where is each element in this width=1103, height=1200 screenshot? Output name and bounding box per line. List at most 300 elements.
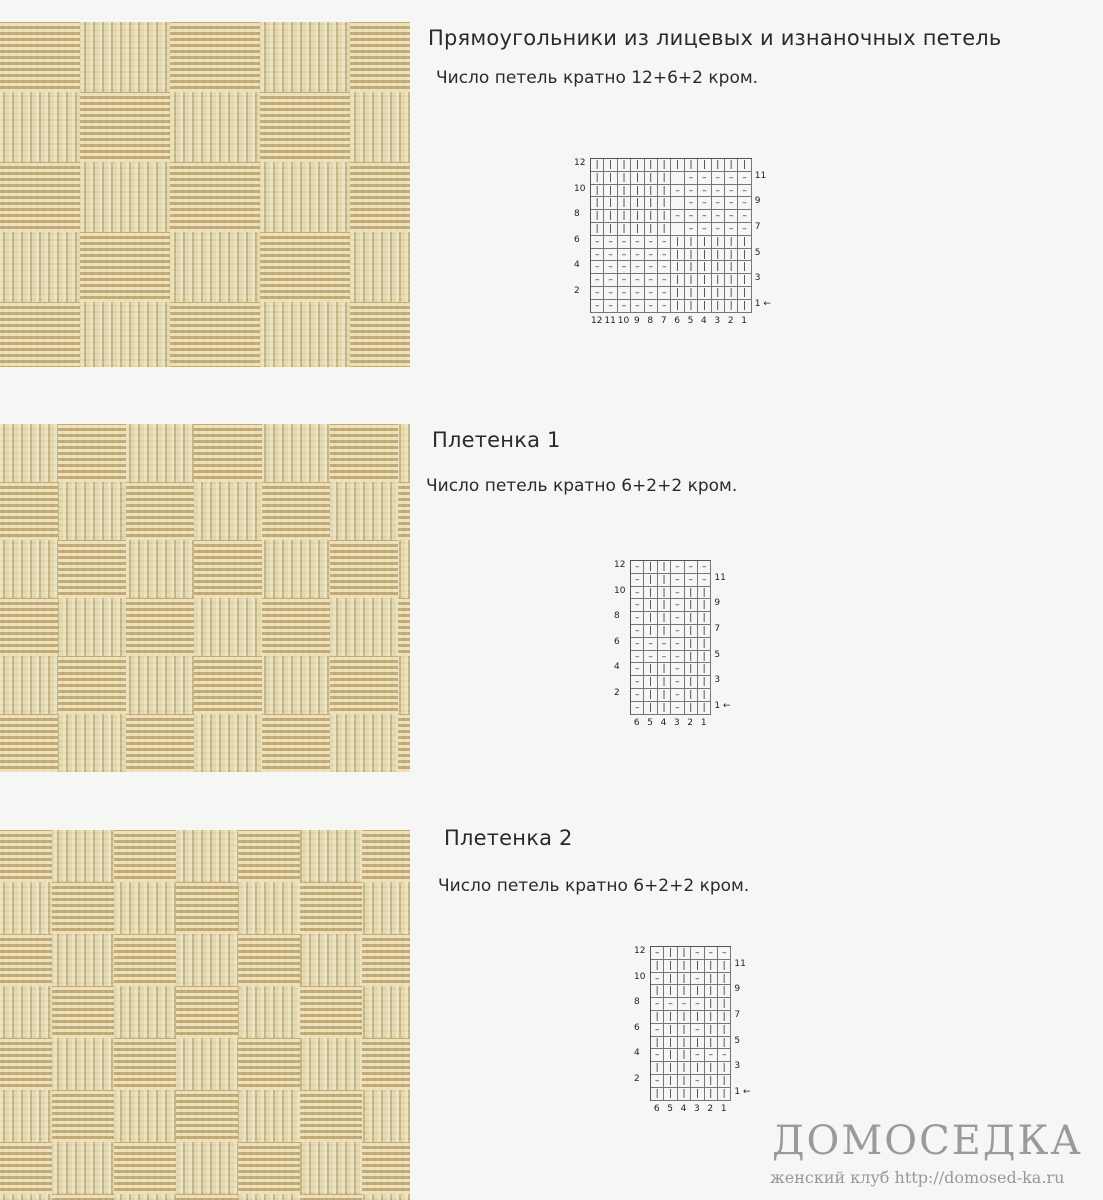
chart-cell: | bbox=[644, 599, 657, 612]
chart-row-label: 11 bbox=[714, 572, 726, 583]
chart-cell: | bbox=[618, 172, 631, 185]
chart-cell: | bbox=[691, 1037, 704, 1050]
chart-cell: – bbox=[698, 223, 711, 236]
chart-cell: | bbox=[705, 985, 718, 998]
knit-texture-block bbox=[176, 1090, 238, 1142]
chart-cell: | bbox=[698, 599, 711, 612]
chart-row-label: 12 bbox=[634, 946, 646, 956]
chart-row-label: 8 bbox=[614, 611, 620, 622]
chart-cell: | bbox=[691, 960, 704, 973]
section-1-subtitle: Число петель кратно 12+6+2 кром. bbox=[436, 68, 759, 88]
chart-cell: | bbox=[698, 612, 711, 625]
knit-texture-block bbox=[80, 232, 170, 302]
chart-row-label: 9 bbox=[714, 598, 721, 609]
chart-cell: | bbox=[738, 236, 751, 249]
chart-cell: | bbox=[671, 300, 684, 313]
chart-cell: | bbox=[631, 185, 644, 198]
chart-row-label: 4 bbox=[614, 662, 620, 673]
chart-grid bbox=[590, 158, 752, 313]
knit-texture-block bbox=[300, 882, 362, 934]
chart-cell: – bbox=[705, 947, 718, 960]
knit-texture-block bbox=[260, 92, 350, 162]
chart-col-label: 5 bbox=[667, 1103, 673, 1114]
chart-cell: – bbox=[645, 274, 658, 287]
chart-cell: | bbox=[658, 676, 671, 689]
chart-col-label: 6 bbox=[674, 315, 680, 326]
chart-cell: | bbox=[664, 1037, 677, 1050]
chart-cell: | bbox=[658, 159, 671, 172]
chart-cell: | bbox=[604, 210, 617, 223]
chart-cell: | bbox=[591, 172, 604, 185]
chart-cell: | bbox=[712, 159, 725, 172]
chart-row-label: 1 ← bbox=[734, 1086, 751, 1097]
chart-cell: | bbox=[591, 223, 604, 236]
section-2-subtitle: Число петель кратно 6+2+2 кром. bbox=[426, 476, 738, 496]
chart-cell: | bbox=[698, 651, 711, 664]
chart-cell: | bbox=[698, 625, 711, 638]
chart-row-label: 3 bbox=[754, 273, 761, 284]
chart-cell: | bbox=[644, 663, 657, 676]
chart-cell: | bbox=[685, 599, 698, 612]
chart-cell: | bbox=[658, 612, 671, 625]
chart-cell: | bbox=[685, 236, 698, 249]
chart-cell: | bbox=[604, 185, 617, 198]
chart-cell: – bbox=[685, 197, 698, 210]
knit-texture-block bbox=[52, 986, 114, 1038]
chart-cell: – bbox=[685, 210, 698, 223]
chart-cell: – bbox=[631, 625, 644, 638]
chart-col-label: 10 bbox=[617, 315, 630, 326]
chart-cell: – bbox=[725, 172, 738, 185]
chart-cell: | bbox=[705, 1037, 718, 1050]
chart-cell: | bbox=[718, 985, 731, 998]
chart-cell: | bbox=[631, 197, 644, 210]
chart-cell: – bbox=[618, 274, 631, 287]
chart-cell: – bbox=[651, 998, 664, 1011]
chart-cell: | bbox=[645, 172, 658, 185]
chart-cell: | bbox=[718, 1024, 731, 1037]
chart-cell: – bbox=[658, 274, 671, 287]
chart-col-label: 8 bbox=[647, 315, 654, 326]
chart-row-label: 12 bbox=[574, 158, 586, 168]
chart-cell: – bbox=[631, 599, 644, 612]
chart-cell: – bbox=[671, 625, 684, 638]
chart-cell: | bbox=[718, 1088, 731, 1101]
chart-cell: – bbox=[631, 300, 644, 313]
chart-row-label: 7 bbox=[734, 1010, 741, 1020]
chart-cell: | bbox=[718, 973, 731, 986]
chart-cell: | bbox=[658, 185, 671, 198]
knit-texture-block bbox=[330, 540, 398, 598]
chart-col-label: 3 bbox=[714, 315, 721, 326]
chart-row-label: 10 bbox=[614, 585, 626, 596]
stitch-chart-3 bbox=[620, 942, 780, 1132]
knit-sample-photo-3 bbox=[0, 830, 410, 1200]
chart-cell: | bbox=[725, 236, 738, 249]
chart-cell: | bbox=[718, 1062, 731, 1075]
chart-col-label: 4 bbox=[701, 315, 707, 326]
chart-col-label: 4 bbox=[680, 1103, 687, 1114]
chart-row-label: 8 bbox=[574, 209, 580, 220]
chart-cell: | bbox=[698, 676, 711, 689]
chart-cell: – bbox=[658, 300, 671, 313]
chart-cell: | bbox=[631, 223, 644, 236]
knit-texture-block bbox=[176, 986, 238, 1038]
chart-cell: | bbox=[725, 159, 738, 172]
chart-cell: – bbox=[618, 261, 631, 274]
chart-cell: – bbox=[631, 612, 644, 625]
chart-cell: | bbox=[664, 960, 677, 973]
chart-cell: – bbox=[604, 261, 617, 274]
chart-cell: | bbox=[658, 599, 671, 612]
chart-cell: | bbox=[618, 159, 631, 172]
chart-cell: | bbox=[671, 274, 684, 287]
chart-cell: | bbox=[651, 985, 664, 998]
chart-cell: | bbox=[671, 249, 684, 262]
knit-texture-block bbox=[170, 302, 260, 367]
chart-col-label: 6 bbox=[633, 717, 640, 728]
chart-cell: – bbox=[712, 172, 725, 185]
chart-cell: | bbox=[698, 249, 711, 262]
chart-cell: – bbox=[671, 574, 684, 587]
knit-texture-block bbox=[114, 934, 176, 986]
chart-cell: – bbox=[591, 261, 604, 274]
chart-cell: | bbox=[691, 1011, 704, 1024]
chart-cell: – bbox=[725, 197, 738, 210]
chart-cell: – bbox=[698, 210, 711, 223]
chart-col-label: 5 bbox=[687, 315, 694, 326]
chart-cell: | bbox=[658, 172, 671, 185]
chart-cell: | bbox=[685, 249, 698, 262]
chart-cell: | bbox=[691, 1062, 704, 1075]
chart-cell: – bbox=[651, 947, 664, 960]
knit-texture-block bbox=[58, 540, 126, 598]
chart-cell: – bbox=[631, 287, 644, 300]
chart-cell: | bbox=[685, 676, 698, 689]
chart-cell: – bbox=[671, 599, 684, 612]
chart-col-label: 2 bbox=[727, 315, 734, 326]
chart-row-label: 12 bbox=[614, 560, 626, 570]
knit-texture-block bbox=[330, 656, 398, 714]
chart-cell: | bbox=[678, 947, 691, 960]
chart-cell: | bbox=[604, 197, 617, 210]
chart-cell: | bbox=[738, 261, 751, 274]
chart-cell: | bbox=[718, 1011, 731, 1024]
chart-cell: | bbox=[671, 261, 684, 274]
chart-cell: | bbox=[705, 973, 718, 986]
chart-cell: – bbox=[671, 676, 684, 689]
chart-cell: | bbox=[738, 159, 751, 172]
chart-cell: – bbox=[631, 702, 644, 715]
chart-col-label: 9 bbox=[634, 315, 640, 326]
knit-texture-block bbox=[126, 598, 194, 656]
chart-cell: – bbox=[718, 1049, 731, 1062]
chart-cell: – bbox=[631, 274, 644, 287]
chart-cell: | bbox=[678, 1024, 691, 1037]
chart-cell: | bbox=[651, 1037, 664, 1050]
knit-texture-block bbox=[398, 482, 410, 540]
knit-texture-block bbox=[362, 934, 410, 986]
chart-cell: | bbox=[698, 287, 711, 300]
chart-cell: – bbox=[691, 1049, 704, 1062]
chart-cell: | bbox=[698, 274, 711, 287]
knit-texture-block bbox=[238, 1142, 300, 1194]
chart-cell: – bbox=[644, 638, 657, 651]
chart-cell: | bbox=[685, 300, 698, 313]
knit-texture-block bbox=[238, 934, 300, 986]
chart-cell: | bbox=[712, 287, 725, 300]
chart-cell: | bbox=[658, 663, 671, 676]
chart-cell: | bbox=[705, 1075, 718, 1088]
chart-cell: | bbox=[644, 625, 657, 638]
chart-row-label: 1 ← bbox=[714, 700, 731, 711]
chart-cell: | bbox=[645, 185, 658, 198]
chart-cell: | bbox=[664, 985, 677, 998]
chart-cell: – bbox=[631, 587, 644, 600]
chart-cell: | bbox=[718, 1075, 731, 1088]
knit-texture-block bbox=[52, 1090, 114, 1142]
chart-cell: | bbox=[604, 172, 617, 185]
chart-cell: – bbox=[631, 561, 644, 574]
chart-cell: – bbox=[698, 574, 711, 587]
chart-cell: | bbox=[618, 197, 631, 210]
chart-cell: | bbox=[671, 236, 684, 249]
chart-cell: | bbox=[651, 1088, 664, 1101]
chart-cell: | bbox=[664, 947, 677, 960]
knit-texture-block bbox=[362, 1038, 410, 1090]
knit-texture-block bbox=[0, 598, 58, 656]
chart-cell: – bbox=[631, 663, 644, 676]
chart-cell: – bbox=[591, 274, 604, 287]
chart-cell: | bbox=[698, 261, 711, 274]
section-2-title: Плетенка 1 bbox=[432, 428, 561, 452]
knit-texture-block bbox=[0, 1142, 52, 1194]
chart-cell: | bbox=[738, 249, 751, 262]
chart-cell: | bbox=[591, 159, 604, 172]
chart-cell: | bbox=[658, 702, 671, 715]
chart-cell: | bbox=[644, 676, 657, 689]
knit-texture-block bbox=[350, 162, 410, 232]
chart-cell: – bbox=[645, 249, 658, 262]
knit-texture-block bbox=[262, 598, 330, 656]
chart-cell: | bbox=[645, 223, 658, 236]
chart-cell: | bbox=[591, 197, 604, 210]
chart-cell: | bbox=[705, 998, 718, 1011]
knit-texture-block bbox=[58, 424, 126, 482]
chart-cell: – bbox=[712, 223, 725, 236]
chart-cell: | bbox=[618, 223, 631, 236]
watermark-tagline: женский клуб http://domosed-ka.ru bbox=[770, 1168, 1065, 1187]
chart-row-label: 10 bbox=[574, 183, 586, 194]
chart-cell: | bbox=[738, 300, 751, 313]
chart-grid bbox=[630, 560, 711, 715]
chart-col-label: 2 bbox=[687, 717, 694, 728]
chart-cell: | bbox=[718, 960, 731, 973]
chart-cell: – bbox=[645, 261, 658, 274]
chart-cell: | bbox=[698, 236, 711, 249]
chart-cell: | bbox=[698, 587, 711, 600]
chart-cell: | bbox=[685, 274, 698, 287]
chart-row-label: 3 bbox=[734, 1061, 741, 1072]
knit-texture-block bbox=[300, 986, 362, 1038]
chart-row-label: 7 bbox=[754, 222, 761, 232]
chart-cell: | bbox=[651, 1011, 664, 1024]
chart-cell: | bbox=[631, 210, 644, 223]
chart-cell: – bbox=[691, 973, 704, 986]
chart-cell: – bbox=[658, 261, 671, 274]
chart-cell: – bbox=[644, 651, 657, 664]
chart-cell bbox=[671, 197, 684, 210]
chart-cell: – bbox=[645, 287, 658, 300]
chart-cell: – bbox=[685, 223, 698, 236]
chart-cell: | bbox=[705, 960, 718, 973]
knit-texture-block bbox=[0, 934, 52, 986]
chart-cell: – bbox=[604, 287, 617, 300]
chart-cell: – bbox=[671, 689, 684, 702]
chart-cell: | bbox=[644, 702, 657, 715]
section-3-title: Плетенка 2 bbox=[444, 826, 573, 850]
chart-cell: | bbox=[664, 1011, 677, 1024]
chart-col-label: 1 bbox=[720, 1103, 727, 1114]
chart-cell: – bbox=[645, 300, 658, 313]
chart-cell: | bbox=[725, 300, 738, 313]
chart-col-label: 1 bbox=[700, 717, 707, 728]
knit-texture-block bbox=[176, 882, 238, 934]
knit-texture-block bbox=[398, 714, 410, 772]
chart-cell: | bbox=[618, 185, 631, 198]
knit-texture-block bbox=[330, 424, 398, 482]
chart-cell: | bbox=[678, 1037, 691, 1050]
chart-cell: | bbox=[664, 973, 677, 986]
knit-texture-block bbox=[170, 162, 260, 232]
chart-cell: – bbox=[658, 249, 671, 262]
knit-sample-photo-2 bbox=[0, 424, 410, 772]
chart-cell: | bbox=[631, 159, 644, 172]
chart-cell: | bbox=[644, 689, 657, 702]
chart-cell: | bbox=[658, 223, 671, 236]
chart-cell: | bbox=[664, 1088, 677, 1101]
knit-texture-block bbox=[114, 1142, 176, 1194]
chart-cell: – bbox=[658, 287, 671, 300]
chart-cell: – bbox=[618, 287, 631, 300]
chart-col-label: 6 bbox=[653, 1103, 660, 1114]
chart-cell: | bbox=[685, 261, 698, 274]
chart-cell: – bbox=[591, 300, 604, 313]
knit-texture-block bbox=[0, 22, 80, 92]
chart-cell: | bbox=[678, 1011, 691, 1024]
knit-texture-block bbox=[262, 482, 330, 540]
chart-row-label: 4 bbox=[634, 1048, 640, 1059]
chart-cell: | bbox=[678, 960, 691, 973]
chart-row-label: 6 bbox=[614, 636, 620, 647]
chart-cell: – bbox=[712, 197, 725, 210]
chart-cell: | bbox=[712, 249, 725, 262]
chart-cell bbox=[671, 223, 684, 236]
chart-cell: | bbox=[685, 663, 698, 676]
chart-cell: | bbox=[712, 236, 725, 249]
chart-cell: – bbox=[712, 185, 725, 198]
chart-cell: – bbox=[631, 651, 644, 664]
chart-cell: | bbox=[604, 159, 617, 172]
chart-cell: | bbox=[685, 689, 698, 702]
chart-row-label: 4 bbox=[574, 260, 580, 271]
chart-col-label: 7 bbox=[660, 315, 667, 326]
chart-cell: – bbox=[691, 1075, 704, 1088]
chart-cell: – bbox=[725, 223, 738, 236]
chart-cell: | bbox=[725, 249, 738, 262]
chart-row-label: 11 bbox=[754, 170, 767, 181]
section-3-subtitle: Число петель кратно 6+2+2 кром. bbox=[438, 876, 750, 896]
chart-cell: | bbox=[658, 574, 671, 587]
chart-cell: | bbox=[658, 587, 671, 600]
chart-row-label: 3 bbox=[714, 675, 721, 686]
knit-texture-block bbox=[238, 1038, 300, 1090]
chart-cell: – bbox=[651, 1024, 664, 1037]
chart-cell: – bbox=[651, 973, 664, 986]
chart-row-label: 2 bbox=[614, 688, 620, 698]
chart-row-label: 6 bbox=[634, 1022, 640, 1033]
knit-texture-block bbox=[126, 482, 194, 540]
chart-cell: – bbox=[685, 561, 698, 574]
chart-cell: – bbox=[738, 210, 751, 223]
chart-cell: | bbox=[725, 287, 738, 300]
chart-col-label: 5 bbox=[647, 717, 653, 728]
knit-texture-block bbox=[194, 424, 262, 482]
chart-cell: | bbox=[591, 210, 604, 223]
chart-cell bbox=[671, 172, 684, 185]
chart-cell: | bbox=[651, 1062, 664, 1075]
chart-cell: | bbox=[671, 287, 684, 300]
chart-cell: – bbox=[631, 638, 644, 651]
chart-row-label: 9 bbox=[734, 984, 741, 995]
knit-sample-photo-1 bbox=[0, 22, 410, 367]
chart-cell: – bbox=[591, 287, 604, 300]
chart-cell: – bbox=[591, 249, 604, 262]
stitch-chart-1 bbox=[560, 154, 790, 344]
chart-cell: | bbox=[685, 612, 698, 625]
chart-cell: – bbox=[651, 1075, 664, 1088]
knit-texture-block bbox=[238, 830, 300, 882]
chart-cell: | bbox=[664, 1075, 677, 1088]
chart-row-label: 8 bbox=[634, 997, 640, 1008]
chart-cell: | bbox=[712, 300, 725, 313]
chart-cell: | bbox=[678, 1049, 691, 1062]
chart-grid bbox=[650, 946, 731, 1101]
knit-texture-block bbox=[350, 22, 410, 92]
chart-cell: | bbox=[738, 274, 751, 287]
chart-cell: – bbox=[738, 197, 751, 210]
chart-cell: – bbox=[678, 998, 691, 1011]
knit-texture-block bbox=[262, 714, 330, 772]
chart-cell: – bbox=[671, 561, 684, 574]
chart-cell: | bbox=[718, 1037, 731, 1050]
chart-cell: | bbox=[705, 1062, 718, 1075]
chart-cell: – bbox=[645, 236, 658, 249]
chart-row-label: 10 bbox=[634, 971, 646, 982]
chart-cell: – bbox=[671, 702, 684, 715]
chart-cell: | bbox=[685, 625, 698, 638]
chart-cell: | bbox=[645, 159, 658, 172]
chart-cell: – bbox=[604, 249, 617, 262]
chart-cell: | bbox=[678, 985, 691, 998]
chart-cell: – bbox=[698, 172, 711, 185]
knit-texture-block bbox=[194, 656, 262, 714]
chart-cell: | bbox=[664, 1062, 677, 1075]
chart-cell: – bbox=[631, 236, 644, 249]
knit-texture-block bbox=[0, 482, 58, 540]
chart-row-label: 5 bbox=[754, 247, 761, 258]
chart-cell: – bbox=[698, 197, 711, 210]
